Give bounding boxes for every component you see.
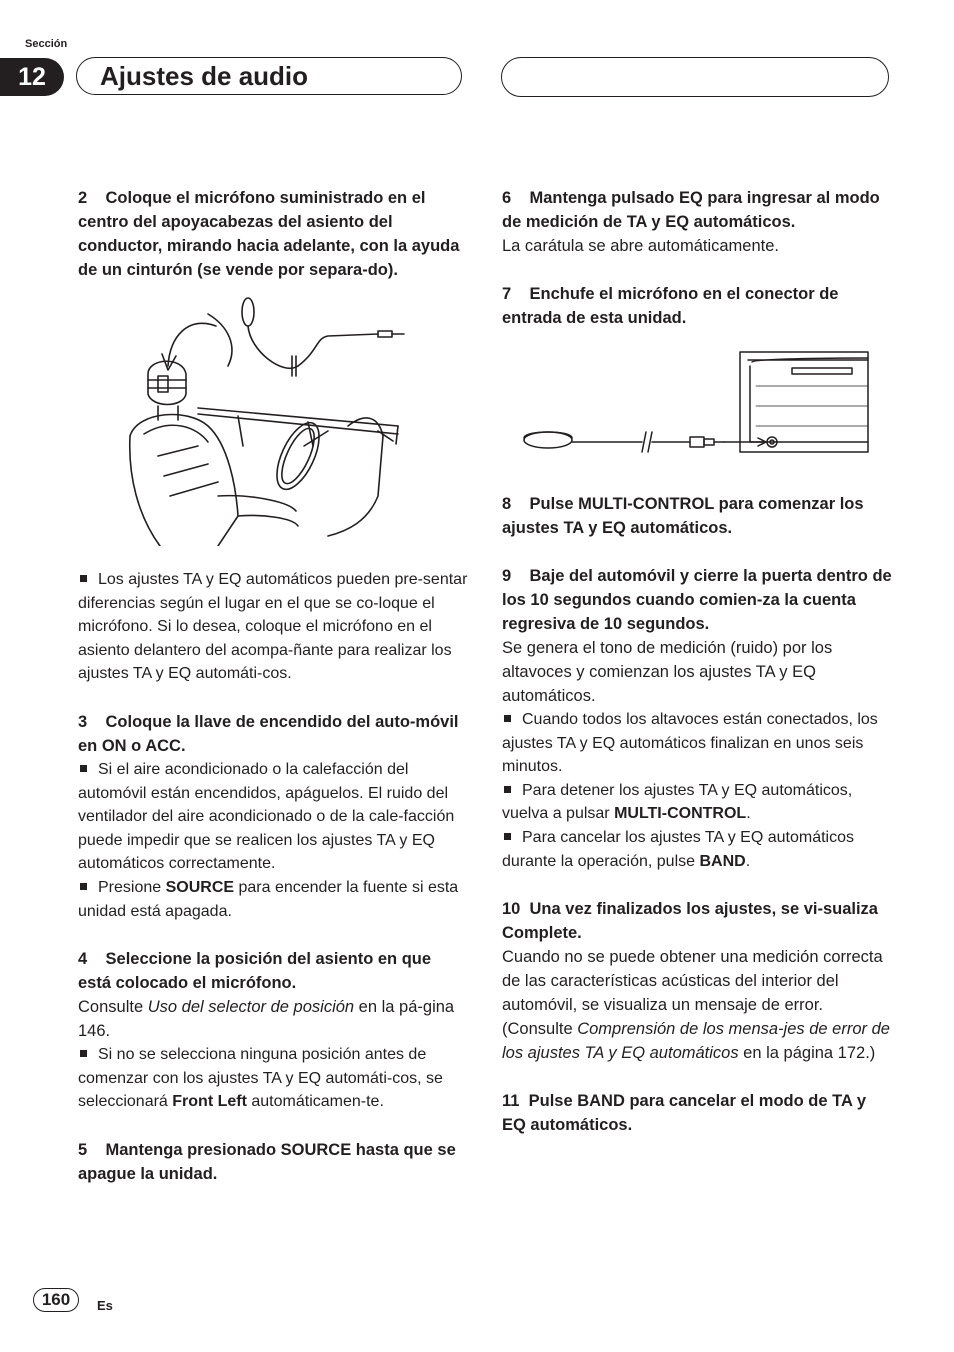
step-6-body: La carátula se abre automáticamente. [502, 237, 779, 255]
step-5: 5 Mantenga presionado SOURCE hasta que se apague la unidad. [78, 1140, 456, 1183]
page-title: Ajustes de audio [100, 61, 309, 91]
step-10: 10 Una vez finalizados los ajustes, se vi-sualiza Complete. [502, 900, 878, 943]
step-9-body: Se genera el tono de medición (ruido) por los altavoces y comienzan los ajustes TA y EQ automáticos. [502, 639, 833, 705]
step-10-body: Cuando no se puede obtener una medición correcta de las características acústicas del interior del automóvil, se visualiza un mensaje de error. (Consulte Comprensión de los mensa-jes de error de los ajustes TA y EQ automáticos en la página 172.) [502, 948, 890, 1063]
right-column [502, 186, 892, 1137]
step-4: 4 Seleccione la posición del asiento en que está colocado el micrófono. [78, 950, 432, 993]
step-2: 2 Coloque el micrófono suministrado en el centro del apoyacabezas del asiento del conductor, mirando hacia adelante, con la ayuda de un cinturón (se vende por separa-do). [78, 189, 460, 279]
bullet-square-icon [504, 786, 511, 793]
step-7: 7 Enchufe el micrófono en el conector de entrada de esta unidad. [502, 285, 839, 327]
left-column [78, 186, 468, 1186]
note-3b: Presione SOURCE para encender la fuente si esta unidad está apagada. [78, 878, 459, 920]
microphone-connector-illustration [502, 346, 872, 466]
bullet-square-icon [80, 883, 87, 890]
note-9a: Cuando todos los altavoces están conectados, los ajustes TA y EQ automáticos finalizan en unos seis minutos. [502, 711, 878, 776]
step-6: 6 Mantenga pulsado EQ para ingresar al modo de medición de TA y EQ automáticos. [502, 189, 880, 231]
note-2: Los ajustes TA y EQ automáticos pueden pre-sentar diferencias según el lugar en el que se co-loque el micrófono. Si lo desea, coloque el micrófono en el asiento delantero del acompa-ñante para realizar los ajustes TA y EQ automáti-cos. [78, 571, 468, 683]
note-9c: Para cancelar los ajustes TA y EQ automáticos durante la operación, pulse BAND. [502, 828, 855, 870]
bullet-square-icon [80, 765, 87, 772]
section-label: Sección [25, 38, 68, 50]
bullet-square-icon [504, 833, 511, 840]
bullet-square-icon [504, 715, 511, 722]
step-4-body: Consulte Uso del selector de posición en la pá-gina 146. [78, 998, 455, 1041]
note-3a: Si el aire acondicionado o la calefacción del automóvil están encendidos, apáguelos. El ruido del ventilador del aire acondicionado o de la cale-facción puede impedir que se realicen los ajustes TA y EQ automáticos correctamente. [78, 760, 455, 873]
language-code: Es [97, 1298, 113, 1313]
bullet-square-icon [80, 575, 87, 582]
section-number-badge: 12 [0, 58, 64, 96]
microphone-headrest-illustration [78, 296, 468, 546]
step-9: 9 Baje del automóvil y cierre la puerta dentro de los 10 segundos cuando comien-za la cuenta regresiva de 10 segundos. [502, 567, 892, 633]
bullet-square-icon [80, 1050, 87, 1057]
note-9b: Para detener los ajustes TA y EQ automáticos, vuelva a pulsar MULTI-CONTROL. [502, 781, 853, 823]
step-8: 8 Pulse MULTI-CONTROL para comenzar los ajustes TA y EQ automáticos. [502, 495, 864, 537]
right-header-frame [501, 57, 889, 97]
note-4: Si no se selecciona ninguna posición antes de comenzar con los ajustes TA y EQ automáti-cos, se seleccionará Front Left automáticamen-te. [78, 1046, 443, 1111]
page-number: 160 [33, 1288, 79, 1312]
step-11: 11 Pulse BAND para cancelar el modo de TA y EQ automáticos. [502, 1092, 867, 1135]
step-3: 3 Coloque la llave de encendido del auto-móvil en ON o ACC. [78, 712, 459, 755]
